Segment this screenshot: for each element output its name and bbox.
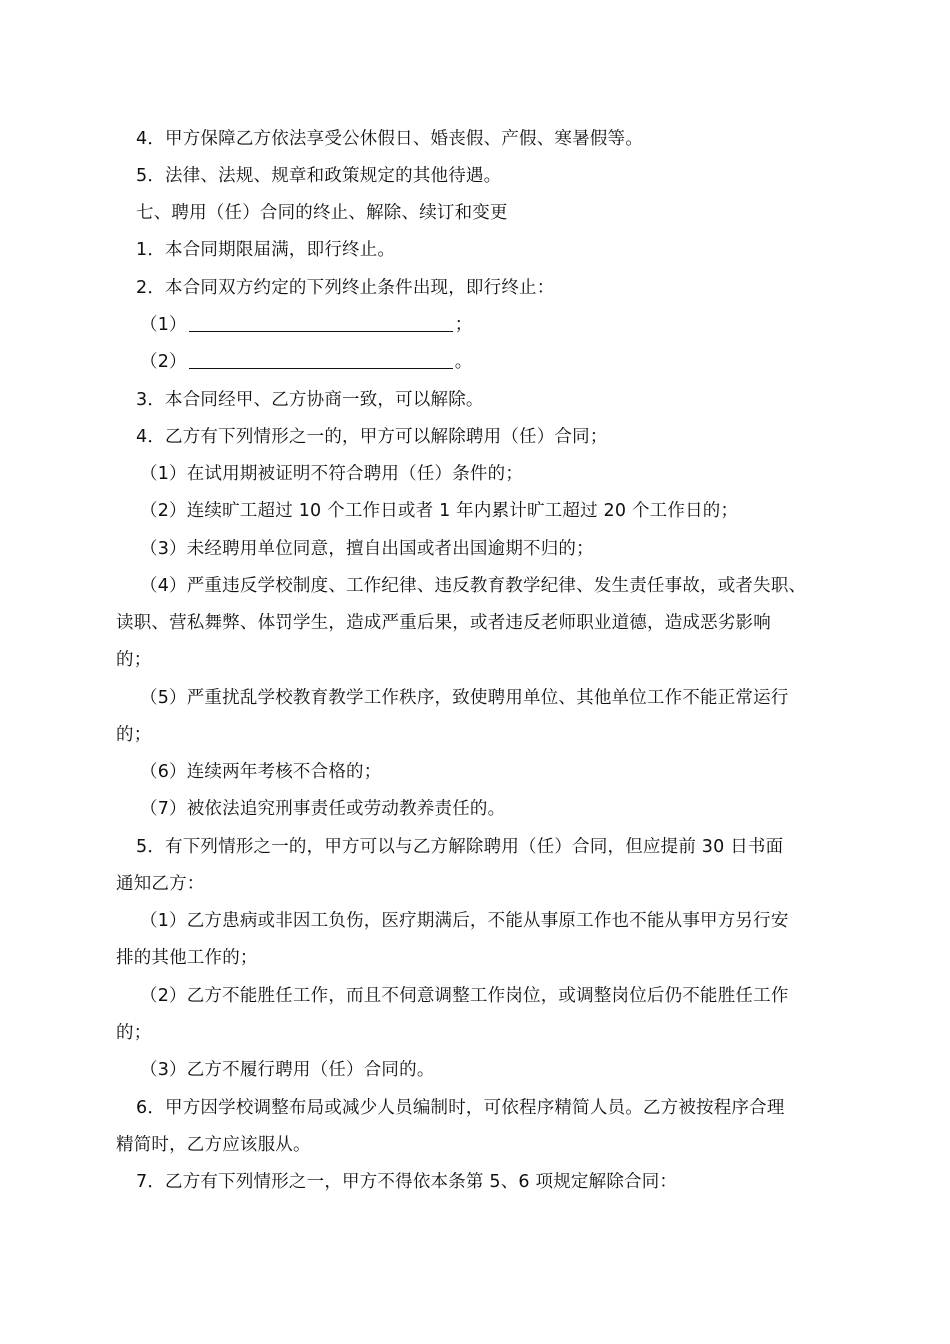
list-item: （1）在试用期被证明不符合聘用（任）条件的； (140, 464, 524, 484)
item-punctuation: 。 (454, 352, 473, 372)
paragraph-line: 5．有下列情形之一的，甲方可以与乙方解除聘用（任）合同，但应提前 30 日书面 (136, 837, 784, 857)
list-item: （2）乙方不能胜任工作，而且不伺意调整工作岗位，或调整岗位后仍不能胜任工作 (140, 986, 789, 1006)
paragraph-line: 2．本合同双方约定的下列终止条件出现，即行终止： (136, 278, 555, 298)
paragraph-line: 4．乙方有下列情形之一的，甲方可以解除聘用（任）合同； (136, 427, 608, 447)
list-item: （6）连续两年考核不合格的； (140, 762, 382, 782)
list-item-continued: 排的其他工作的； (116, 948, 258, 968)
list-item: （5）严重扰乱学校教育教学工作秩序，致使聘用单位、其他单位工作不能正常运行 (140, 688, 789, 708)
blank-condition-1 (140, 313, 864, 337)
list-item-continued: 读职、营私舞弊、体罚学生，造成严重后果，或者违反老师职业道德，造成恶劣影响 (116, 613, 771, 633)
section-heading: 七、聘用（任）合同的终止、解除、续订和变更 (136, 203, 508, 223)
paragraph-line: 5．法律、法规、规章和政策规定的其他待遇。 (136, 166, 502, 186)
list-item-continued: 的； (116, 650, 152, 670)
blank-condition-2 (140, 350, 864, 374)
fill-in-blank (189, 352, 453, 369)
item-number: （2） (140, 352, 187, 372)
item-punctuation: ； (454, 315, 473, 335)
paragraph-line: 4．甲方保障乙方依法享受公休假日、婚丧假、产假、寒暑假等。 (136, 129, 643, 149)
paragraph-line: 6．甲方因学校调整布局或减少人员编制时，可依程序精简人员。乙方被按程序合理 (136, 1098, 785, 1118)
paragraph-continued: 精简时，乙方应该服从。 (116, 1135, 311, 1155)
paragraph-continued: 通知乙方： (116, 874, 205, 894)
fill-in-blank (189, 315, 453, 332)
list-item-continued: 的； (116, 1023, 152, 1043)
paragraph-line: 1．本合同期限届满，即行终止。 (136, 240, 396, 260)
list-item: （3）乙方不履行聘用（任）合同的。 (140, 1060, 435, 1080)
list-item: （4）严重违反学校制度、工作纪律、违反教育教学纪律、发生责任事故，或者失职、 (140, 576, 807, 596)
list-item: （1）乙方患病或非因工负伤，医疗期满后，不能从事原工作也不能从事甲方另行安 (140, 911, 789, 931)
paragraph-line: 7．乙方有下列情形之一，甲方不得依本条第 5、6 项规定解除合同： (136, 1172, 678, 1192)
list-item-continued: 的； (116, 725, 152, 745)
list-item: （3）未经聘用单位同意，擅自出国或者出国逾期不归的； (140, 539, 594, 559)
list-item: （7）被依法追究刑事责任或劳动教养责任的。 (140, 799, 506, 819)
paragraph-line: 3．本合同经甲、乙方协商一致，可以解除。 (136, 390, 484, 410)
item-number: （1） (140, 315, 187, 335)
list-item: （2）连续旷工超过 10 个工作日或者 1 年内累计旷工超过 20 个工作日的； (140, 501, 739, 521)
